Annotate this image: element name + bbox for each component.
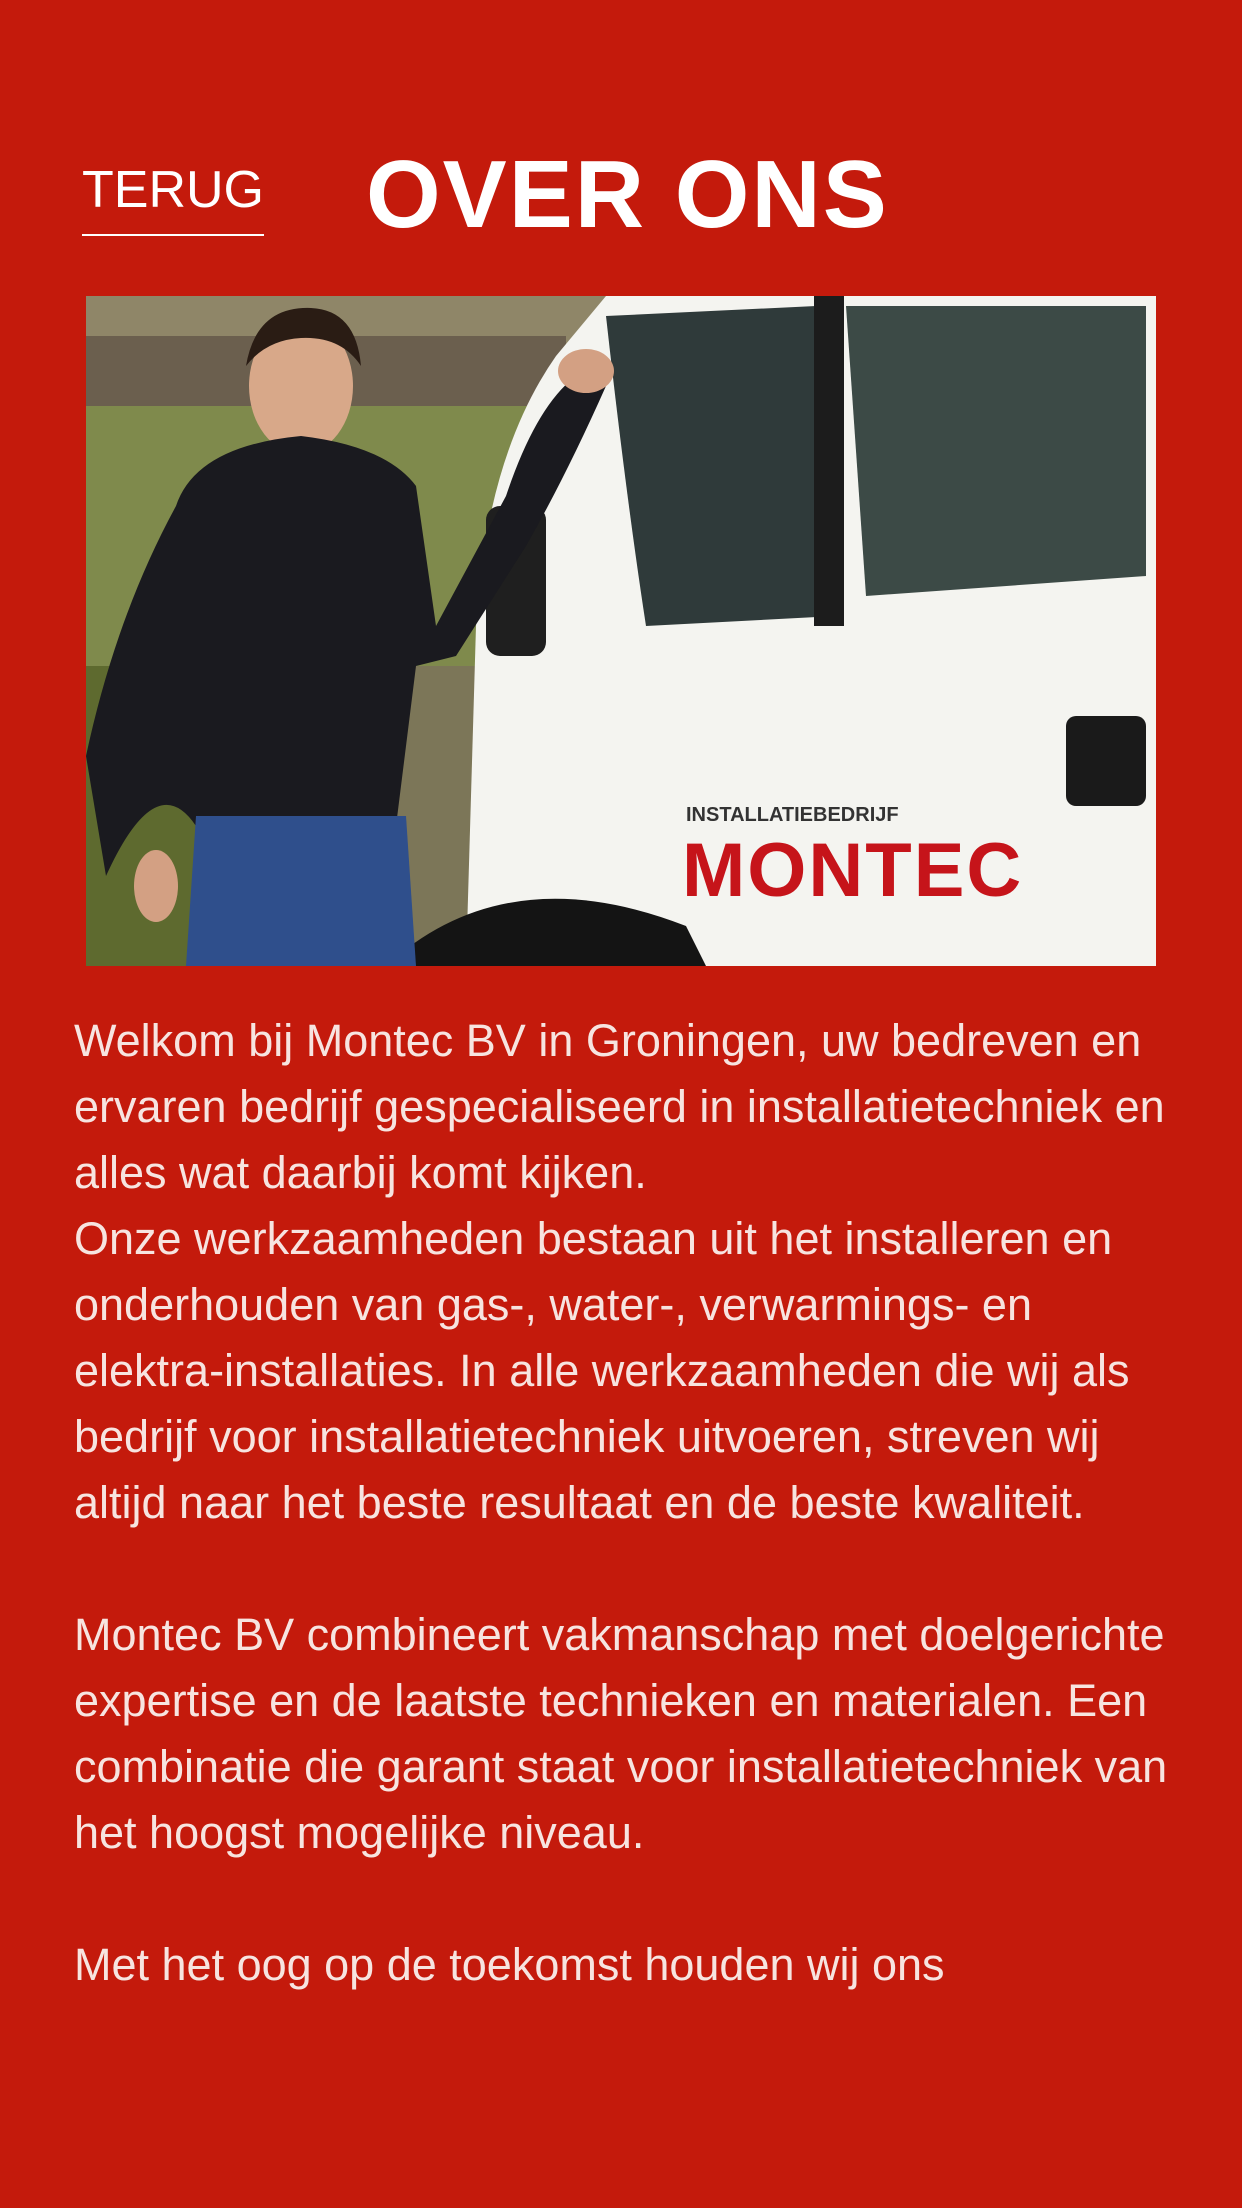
van-pillar xyxy=(814,296,844,626)
about-content xyxy=(74,1008,1174,2064)
page-header xyxy=(0,0,1242,290)
van-rear-window xyxy=(846,306,1146,596)
van-brand-small: INSTALLATIEBEDRIJF xyxy=(686,804,899,826)
van-door-handle xyxy=(1066,716,1146,806)
van-window xyxy=(606,306,836,626)
person-hand xyxy=(558,349,614,393)
person-jeans xyxy=(186,816,416,966)
future-paragraph: Met het oog op de toekomst houden wij ons xyxy=(74,1939,945,1990)
services-paragraph: Onze werkzaamheden bestaan uit het installeren en onderhouden van gas-, water-, verwarmings- en elektra-installaties. In alle werkzaamheden die wij als bedrijf voor installatietechniek uitvoeren, streven wij altijd naar het beste resultaat en de beste kwaliteit. xyxy=(74,1213,1130,1528)
montec-van-photo-icon xyxy=(86,296,1156,966)
van-brand: MONTEC xyxy=(682,828,1024,913)
expertise-paragraph: Montec BV combineert vakmanschap met doelgerichte expertise en de laatste technieken en materialen. Een combinatie die garant staat voor installatietechniek van het hoogst mogelijke niveau. xyxy=(74,1609,1168,1858)
company-photo xyxy=(86,296,1156,966)
intro-paragraph: Welkom bij Montec BV in Groningen, uw bedreven en ervaren bedrijf gespecialiseerd in installatietechniek en alles wat daarbij komt kijken. xyxy=(74,1015,1165,1198)
page-title: OVER ONS xyxy=(366,141,889,248)
person-lower-hand xyxy=(134,850,178,922)
back-link[interactable]: TERUG xyxy=(82,158,264,236)
